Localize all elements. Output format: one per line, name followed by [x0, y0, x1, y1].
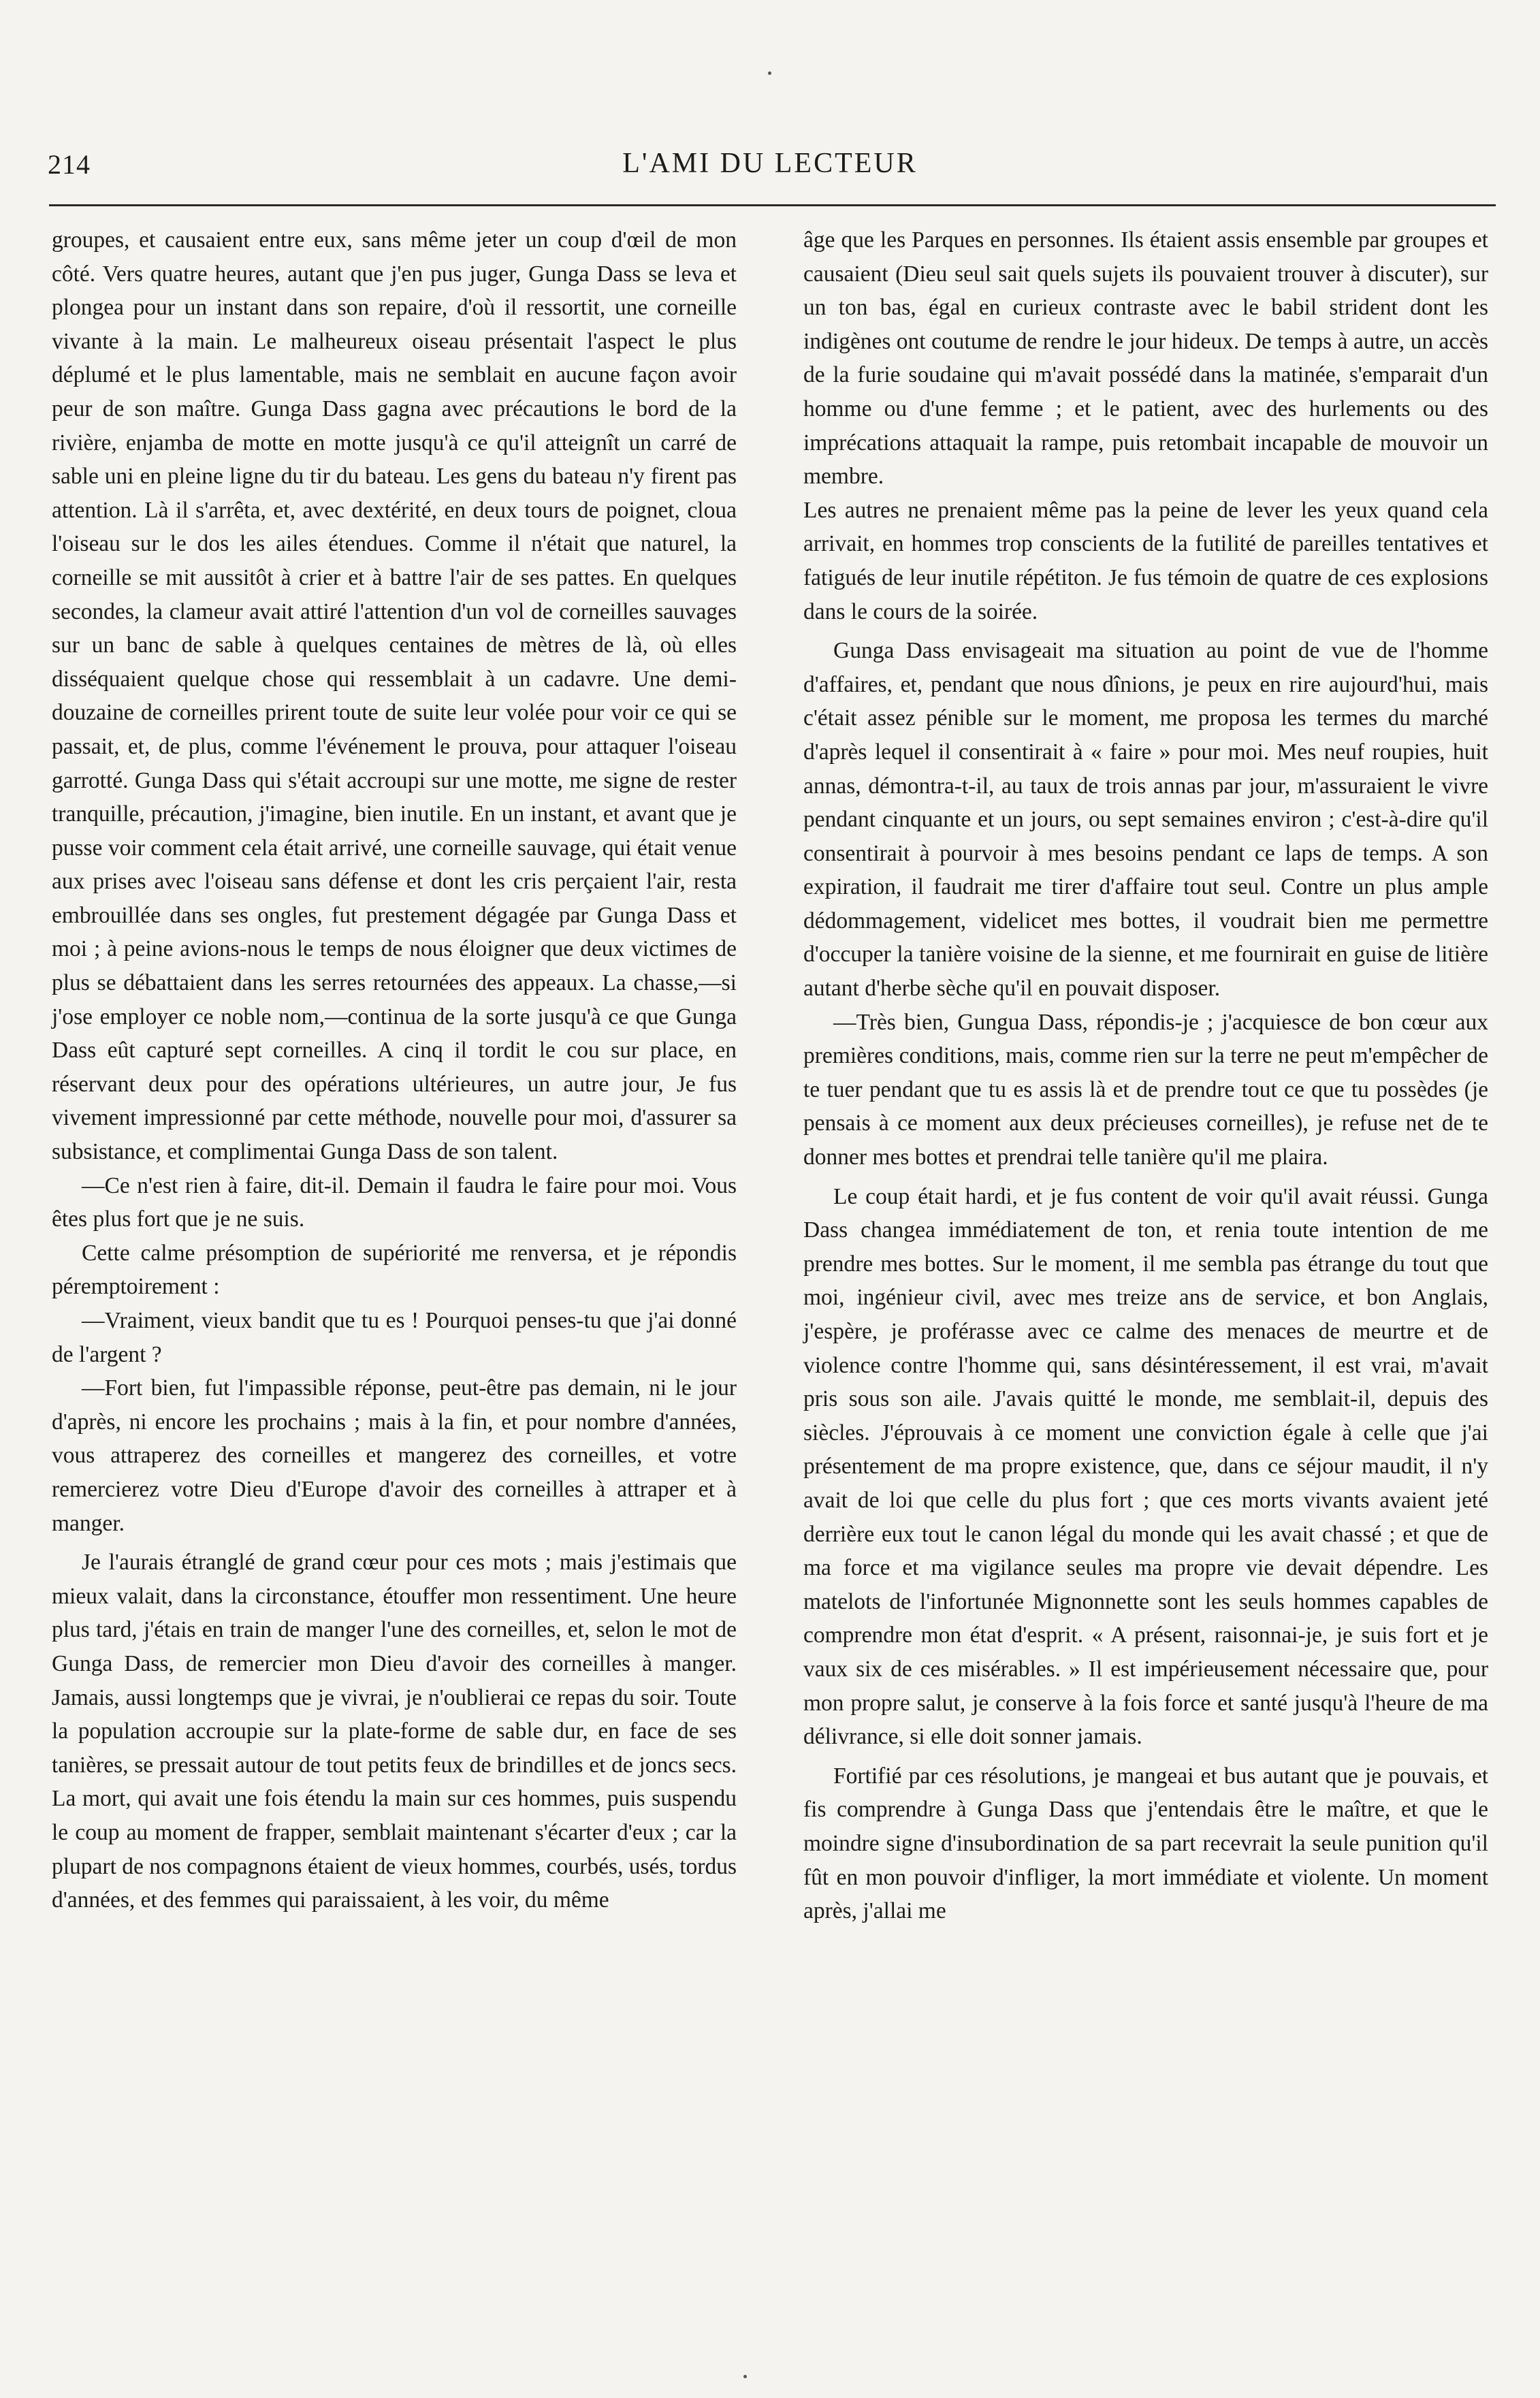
left-column	[52, 223, 737, 1917]
ink-speck	[743, 2375, 747, 2378]
paragraph: groupes, et causaient entre eux, sans même jeter un coup d'œil de mon côté. Vers quatre heures, autant que j'en pus juger, Gunga Dass se leva et plongea pour un instant dans son repaire, d'où il ressortit, une corneille vivante à la main. Le malheureux oiseau présentait l'aspect le plus déplumé et le plus lamentable, mais ne semblait en aucune façon avoir peur de son maître. Gunga Dass gagna avec précautions le bord de la rivière, enjamba de motte en motte jusqu'à ce qu'il atteignît un carré de sable uni en pleine ligne du tir du bateau. Les gens du bateau n'y firent pas attention. Là il s'arrêta, et, avec dextérité, en deux tours de poignet, cloua l'oiseau sur le dos les ailes étendues. Comme il n'était que naturel, la corneille se mit aussitôt à crier et à battre l'air de ses pattes. En quelques secondes, la clameur avait attiré l'attention d'un vol de corneilles sauvages sur un banc de sable à quelques centaines de mètres de là, où elles disséquaient quelque chose qui ressemblait à un cadavre. Une demi-douzaine de corneilles prirent toute de suite leur volée pour voir ce qui se passait, et, de plus, comme l'événement le prouva, pour attaquer l'oiseau garrotté. Gunga Dass qui s'était accroupi sur une motte, me signe de rester tranquille, précaution, j'imagine, bien inutile. En un instant, et avant que je pusse voir comment cela était arrivé, une corneille sauvage, qui était venue aux prises avec l'oiseau sans défense et dont les cris perçaient l'air, resta embrouillée dans ses ongles, fut prestement dégagée par Gunga Dass et moi ; à peine avions-nous le temps de nous éloigner que deux victimes de plus se débattaient dans les serres retournées des appeaux. La chasse,—si j'ose employer ce noble nom,—continua de la sorte jusqu'à ce que Gunga Dass eût capturé sept corneilles. A cinq il tordit le cou sur place, en réservant deux pour des opérations ultérieures, un autre jour, Je fus vivement impressionné par cette méthode, nouvelle pour moi, d'assurer sa subsistance, et complimentai Gunga Dass de son talent.	[52, 227, 737, 1165]
paragraph: Le coup était hardi, et je fus content de voir qu'il avait réussi. Gunga Dass changea immédiatement de ton, et renia toute intention de me prendre mes bottes. Sur le moment, il me sembla pas étrange du tout que moi, ingénieur civil, avec mes treize ans de service, et bon Anglais, j'espère, je proférasse avec ce calme des menaces de meurtre et de violence contre l'homme qui, sans désintéressement, il est vrai, m'avait pris sous son aile. J'avais quitté le monde, me semblait-il, depuis des siècles. J'éprouvais à ce moment une conviction égale à celle que j'ai présentement de ma propre existence, que, dans ce séjour maudit, il n'y avait de loi que celle du plus fort ; que ces morts vivants avaient jeté derrière eux tout le canon légal du monde qui les avait chassé ; et que de ma force et ma vigilance seules ma propre vie devait dépendre. Les matelots de l'infortunée Mignonnette sont les seuls hommes capables de comprendre mon état d'esprit. « A présent, raisonnai-je, je suis fort et je vaux six de ces misérables. » Il est impérieusement nécessaire que, pour mon propre salut, je conserve à la fois force et santé jusqu'à l'heure de ma délivrance, si elle doit sonner jamais.	[803, 1183, 1488, 1750]
paragraph: —Très bien, Gungua Dass, répondis-je ; j'acquiesce de bon cœur aux premières conditions, mais, comme rien sur la terre ne peut m'empêcher de te tuer pendant que tu es assis là et de prendre tout ce que tu possèdes (je pensais à ce moment aux deux précieuses corneilles), je refuse net de te donner mes bottes et prendrai telle tanière qu'il me plaira.	[803, 1009, 1488, 1170]
paragraph: —Vraiment, vieux bandit que tu es ! Pourquoi penses-tu que j'ai donné de l'argent ?	[52, 1308, 737, 1367]
paragraph: âge que les Parques en personnes. Ils étaient assis ensemble par groupes et causaient (Dieu seul sait quels sujets ils pouvaient trouver à discuter), sur un ton bas, égal en curieux contraste avec le babil strident dont les indigènes ont coutume de rendre le jour hideux. De temps à autre, un accès de la furie soudaine qui m'avait possédé dans la matinée, s'emparait d'un homme ou d'une femme ; et le patient, avec des hurlements ou des imprécations attaquait la rampe, puis retombait incapable de mouvoir un membre.	[803, 227, 1488, 490]
page-number: 214	[48, 149, 91, 180]
paragraph: Fortifié par ces résolutions, je mangeai et bus autant que je pouvais, et fis comprendre à Gunga Dass que j'entendais être le maître, et que le moindre signe d'insubordination de sa part recevrait la seule punition qu'il fût en mon pouvoir d'infliger, la mort immédiate et violente. Un moment après, j'allai me	[803, 1763, 1488, 1924]
paragraph: Je l'aurais étranglé de grand cœur pour ces mots ; mais j'estimais que mieux valait, dans la circonstance, étouffer mon ressentiment. Une heure plus tard, j'étais en train de manger l'une des corneilles, et, selon le mot de Gunga Dass, de remercier mon Dieu d'avoir des corneilles à manger. Jamais, aussi longtemps que je vivrai, je n'oublierai ce repas du soir. Toute la population accroupie sur la plate-forme de sable dur, en face de ses tanières, se pressait autour de tout petits feux de brindilles et de joncs secs. La mort, qui avait une fois étendu la main sur ces hommes, puis suspendu le coup au moment de frapper, semblait maintenant s'écarter d'eux ; car la plupart de nos compagnons étaient de vieux hommes, courbés, usés, tordus d'années, et des femmes qui paraissaient, à les voir, du même	[52, 1550, 737, 1913]
right-column	[803, 223, 1488, 1928]
paragraph: Cette calme présomption de supériorité me renversa, et je répondis péremptoirement :	[52, 1240, 737, 1300]
paragraph: Les autres ne prenaient même pas la peine de lever les yeux quand cela arrivait, en hommes trop conscients de la futilité de pareilles tentatives et fatigués de leur inutile répétiton. Je fus témoin de quatre de ces explosions dans le cours de la soirée.	[803, 497, 1488, 624]
paragraph: Gunga Dass envisageait ma situation au point de vue de l'homme d'affaires, et, pendant que nous dînions, je peux en rire aujourd'hui, mais c'était assez pénible sur le moment, me proposa les termes du marché d'après lequel il consentirait à « faire » pour moi. Mes neuf roupies, huit annas, démontra-t-il, au taux de trois annas par jour, m'assuraient le vivre pendant cinquante et un jours, ou sept semaines environ ; c'est-à-dire qu'il consentirait à pourvoir à mes besoins pendant ce laps de temps. A son expiration, il faudrait me tirer d'affaire tout seul. Contre un plus ample dédommagement, videlicet mes bottes, il voudrait bien me permettre d'occuper la tanière voisine de la sienne, et me fournirait en guise de litière autant d'herbe sèche qu'il en pouvait disposer.	[803, 638, 1488, 1002]
paragraph: —Fort bien, fut l'impassible réponse, peut-être pas demain, ni le jour d'après, ni encore les prochains ; mais à la fin, et pour nombre d'années, vous attraperez des corneilles et mangerez des corneilles, et votre remercierez votre Dieu d'Europe d'avoir des corneilles à attraper et à manger.	[52, 1375, 737, 1536]
header-rule	[49, 204, 1496, 206]
paragraph: —Ce n'est rien à faire, dit-il. Demain il faudra le faire pour moi. Vous êtes plus fort que je ne suis.	[52, 1172, 737, 1232]
running-title: L'AMI DU LECTEUR	[622, 148, 918, 179]
ink-speck	[768, 71, 771, 75]
